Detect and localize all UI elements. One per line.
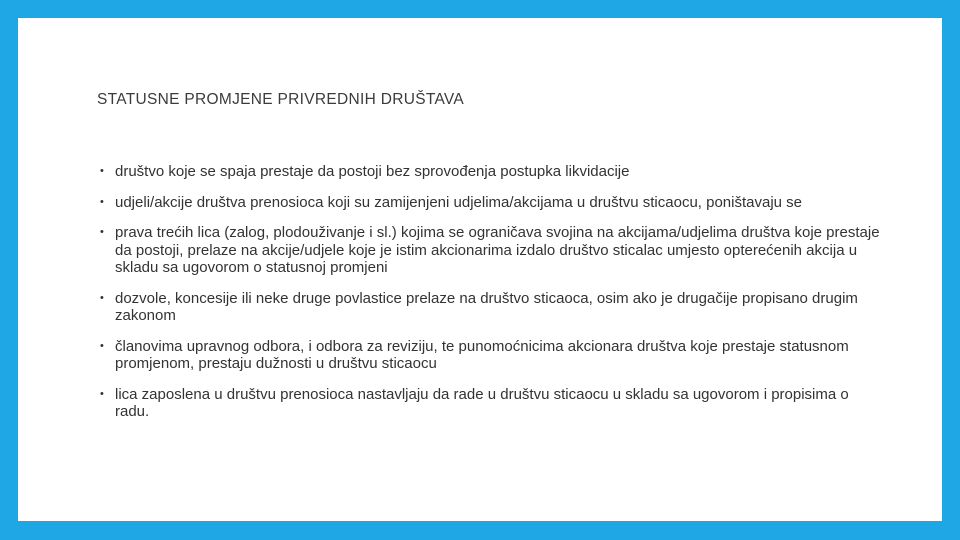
bullet-text: članovima upravnog odbora, i odbora za reviziju, te punomoćnicima akcionara društva koje prestaje statusnom promjenom, prestaju dužnosti u društvu sticaocu [115, 337, 849, 372]
bullet-dot-icon: • [100, 291, 104, 304]
slide-title: STATUSNE PROMJENE PRIVREDNIH DRUŠTAVA [97, 91, 465, 108]
bullet-item [100, 194, 880, 212]
bullet-item [100, 290, 880, 325]
bullet-text: društvo koje se spaja prestaje da postoji bez sprovođenja postupka likvidacije [115, 163, 630, 180]
bullet-text: prava trećih lica (zalog, plodouživanje i sl.) kojima se ograničava svojina na akcijama/udjelima društva koje prestaje da postoji, prelaze na akcije/udjele koje je istim akcionarima izdalo društvo sticalac umjesto opterećenih akcija u skladu sa ugovorom o statusnoj promjeni [115, 224, 880, 276]
bullet-dot-icon: • [100, 387, 104, 400]
bullet-text: udjeli/akcije društva prenosioca koji su zamijenjeni udjelima/akcijama u društvu sticaocu, poništavaju se [115, 193, 803, 211]
bullet-item [100, 386, 880, 421]
bullet-dot-icon: • [100, 165, 104, 177]
bullet-text: dozvole, koncesije ili neke druge povlastice prelaze na društvo sticaoca, osim ako je drugačije propisano drugim zakonom [115, 289, 858, 324]
bullet-dot-icon: • [100, 226, 104, 238]
bullet-item [100, 224, 880, 277]
bullet-item [100, 338, 880, 373]
slide [18, 18, 942, 521]
bullet-text: lica zaposlena u društvu prenosioca nastavljaju da rade u društvu sticaocu u skladu sa ugovorom i propisima o radu. [115, 385, 849, 420]
bullet-dot-icon: • [100, 339, 104, 352]
bullet-list [100, 163, 880, 434]
bullet-item [100, 163, 880, 181]
bullet-dot-icon: • [100, 195, 104, 208]
